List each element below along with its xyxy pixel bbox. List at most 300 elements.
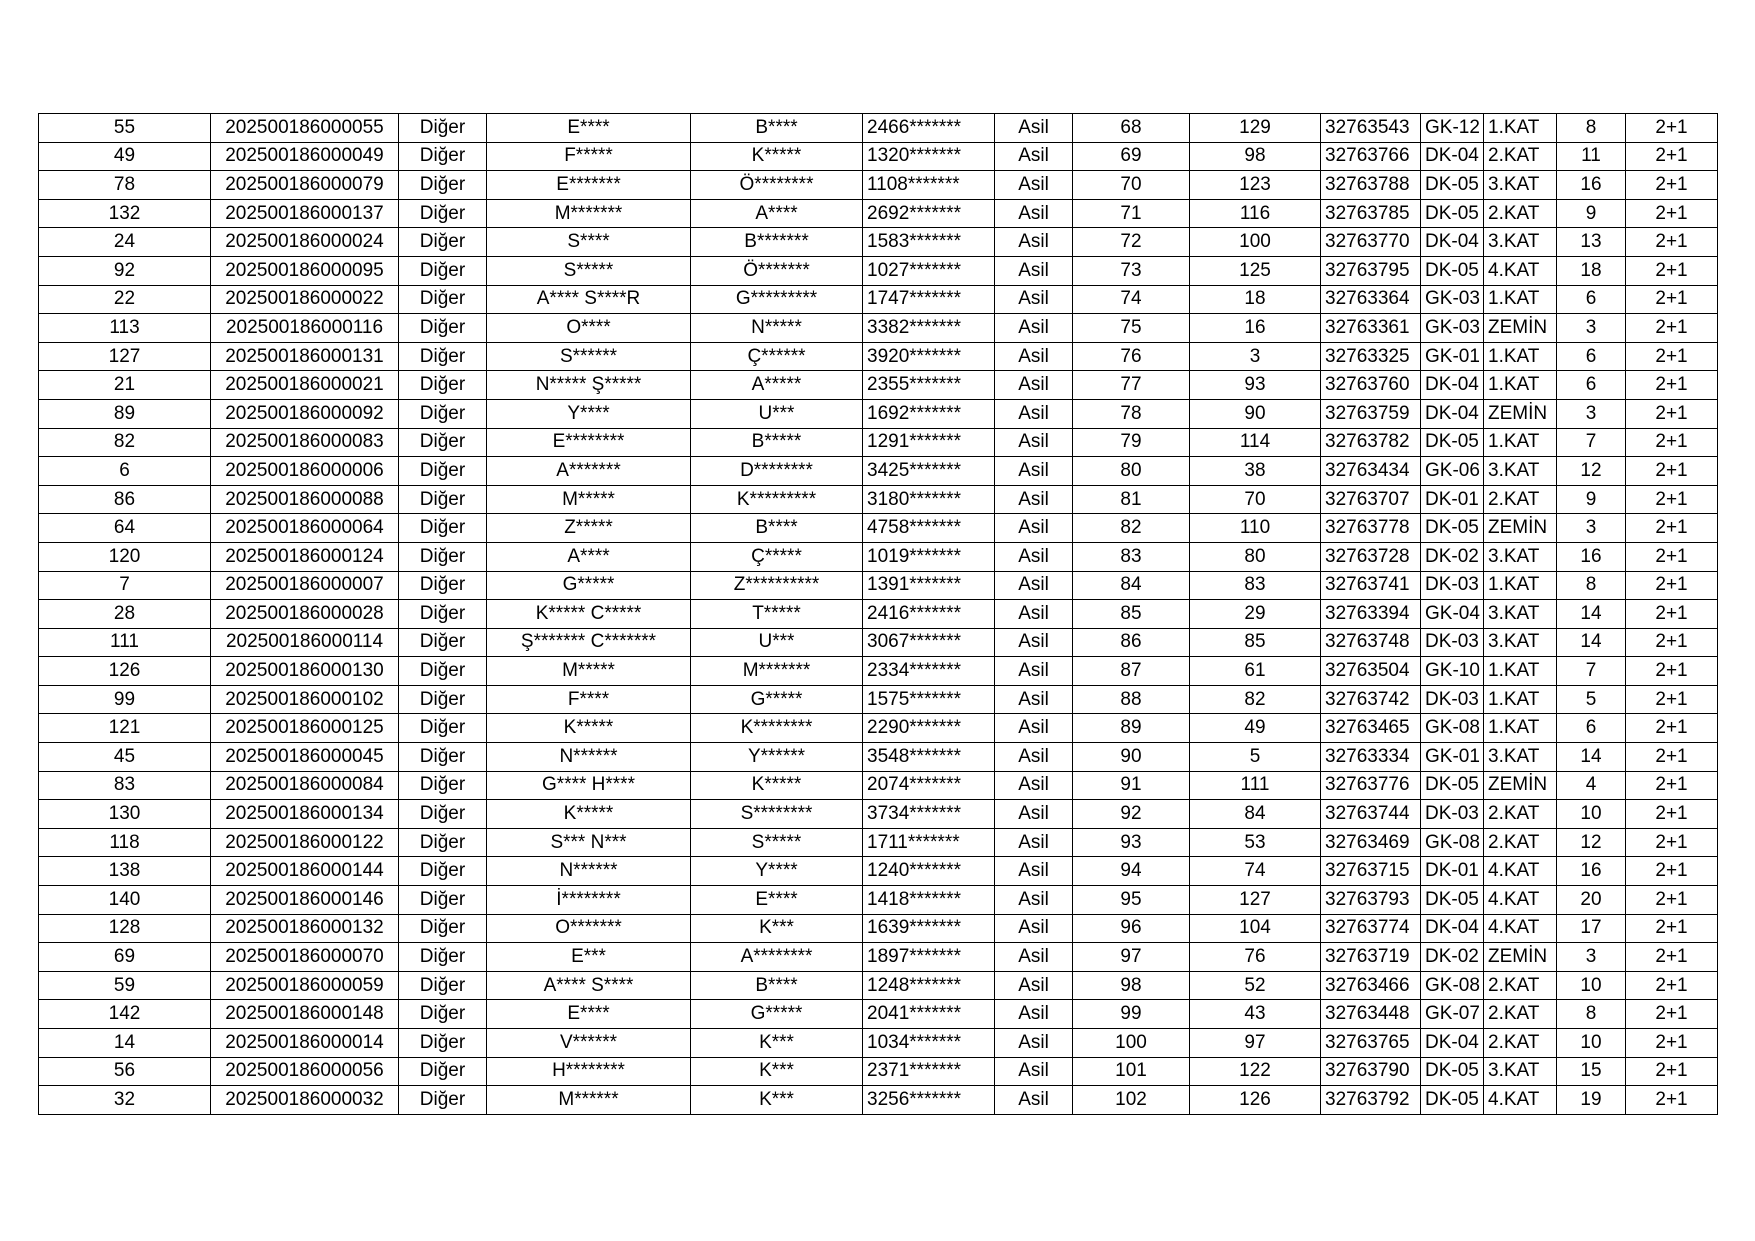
category-cell: Diğer (399, 342, 487, 371)
status-cell: Asil (995, 1029, 1073, 1058)
row-no-cell: 130 (39, 800, 211, 829)
last-name-cell: B***** (691, 428, 863, 457)
id-number-cell: 2416******* (863, 600, 995, 629)
status-cell: Asil (995, 1086, 1073, 1115)
row-no-cell: 78 (39, 171, 211, 200)
application-no-cell: 202500186000045 (211, 743, 399, 772)
door-no-cell: 3 (1557, 943, 1626, 972)
first-name-cell: F***** (487, 142, 691, 171)
row-no-cell: 142 (39, 1000, 211, 1029)
unit-no-cell: 52 (1190, 971, 1321, 1000)
block-cell: DK-03 (1421, 628, 1484, 657)
room-type-cell: 2+1 (1626, 886, 1718, 915)
unit-no-cell: 126 (1190, 1086, 1321, 1115)
category-cell: Diğer (399, 571, 487, 600)
status-cell: Asil (995, 142, 1073, 171)
table-row (39, 857, 1718, 886)
reference-no-cell: 32763465 (1321, 714, 1421, 743)
table-row (39, 657, 1718, 686)
rank-cell: 91 (1073, 771, 1190, 800)
unit-no-cell: 18 (1190, 285, 1321, 314)
reference-no-cell: 32763364 (1321, 285, 1421, 314)
floor-cell: 1.KAT (1484, 428, 1557, 457)
row-no-cell: 128 (39, 914, 211, 943)
reference-no-cell: 32763790 (1321, 1057, 1421, 1086)
last-name-cell: U*** (691, 399, 863, 428)
last-name-cell: D******** (691, 457, 863, 486)
table-row (39, 142, 1718, 171)
rank-cell: 69 (1073, 142, 1190, 171)
table-row (39, 399, 1718, 428)
category-cell: Diğer (399, 828, 487, 857)
reference-no-cell: 32763759 (1321, 399, 1421, 428)
table-row (39, 371, 1718, 400)
table-row (39, 1000, 1718, 1029)
row-no-cell: 22 (39, 285, 211, 314)
row-no-cell: 89 (39, 399, 211, 428)
category-cell: Diğer (399, 914, 487, 943)
category-cell: Diğer (399, 685, 487, 714)
reference-no-cell: 32763334 (1321, 743, 1421, 772)
status-cell: Asil (995, 399, 1073, 428)
rank-cell: 75 (1073, 314, 1190, 343)
row-no-cell: 21 (39, 371, 211, 400)
first-name-cell: S**** (487, 228, 691, 257)
table-row (39, 886, 1718, 915)
block-cell: GK-01 (1421, 743, 1484, 772)
status-cell: Asil (995, 514, 1073, 543)
block-cell: DK-01 (1421, 485, 1484, 514)
unit-no-cell: 122 (1190, 1057, 1321, 1086)
block-cell: GK-07 (1421, 1000, 1484, 1029)
room-type-cell: 2+1 (1626, 399, 1718, 428)
table-row (39, 971, 1718, 1000)
rank-cell: 101 (1073, 1057, 1190, 1086)
door-no-cell: 8 (1557, 1000, 1626, 1029)
status-cell: Asil (995, 971, 1073, 1000)
block-cell: DK-01 (1421, 857, 1484, 886)
unit-no-cell: 70 (1190, 485, 1321, 514)
last-name-cell: B**** (691, 514, 863, 543)
room-type-cell: 2+1 (1626, 457, 1718, 486)
first-name-cell: O**** (487, 314, 691, 343)
id-number-cell: 1291******* (863, 428, 995, 457)
application-no-cell: 202500186000083 (211, 428, 399, 457)
unit-no-cell: 76 (1190, 943, 1321, 972)
table-row (39, 1086, 1718, 1115)
door-no-cell: 17 (1557, 914, 1626, 943)
rank-cell: 77 (1073, 371, 1190, 400)
status-cell: Asil (995, 542, 1073, 571)
floor-cell: 3.KAT (1484, 600, 1557, 629)
unit-no-cell: 84 (1190, 800, 1321, 829)
door-no-cell: 19 (1557, 1086, 1626, 1115)
door-no-cell: 7 (1557, 428, 1626, 457)
category-cell: Diğer (399, 114, 487, 143)
block-cell: DK-04 (1421, 1029, 1484, 1058)
id-number-cell: 1711******* (863, 828, 995, 857)
application-no-cell: 202500186000131 (211, 342, 399, 371)
status-cell: Asil (995, 371, 1073, 400)
row-no-cell: 132 (39, 199, 211, 228)
reference-no-cell: 32763325 (1321, 342, 1421, 371)
block-cell: DK-05 (1421, 199, 1484, 228)
reference-no-cell: 32763744 (1321, 800, 1421, 829)
room-type-cell: 2+1 (1626, 199, 1718, 228)
door-no-cell: 3 (1557, 399, 1626, 428)
unit-no-cell: 82 (1190, 685, 1321, 714)
room-type-cell: 2+1 (1626, 285, 1718, 314)
door-no-cell: 3 (1557, 314, 1626, 343)
reference-no-cell: 32763765 (1321, 1029, 1421, 1058)
room-type-cell: 2+1 (1626, 600, 1718, 629)
last-name-cell: Ö******* (691, 256, 863, 285)
reference-no-cell: 32763742 (1321, 685, 1421, 714)
table-row (39, 314, 1718, 343)
application-no-cell: 202500186000124 (211, 542, 399, 571)
room-type-cell: 2+1 (1626, 1086, 1718, 1115)
floor-cell: 1.KAT (1484, 571, 1557, 600)
floor-cell: 2.KAT (1484, 971, 1557, 1000)
door-no-cell: 11 (1557, 142, 1626, 171)
status-cell: Asil (995, 428, 1073, 457)
application-no-cell: 202500186000006 (211, 457, 399, 486)
row-no-cell: 118 (39, 828, 211, 857)
floor-cell: 1.KAT (1484, 714, 1557, 743)
id-number-cell: 1897******* (863, 943, 995, 972)
category-cell: Diğer (399, 399, 487, 428)
application-no-cell: 202500186000092 (211, 399, 399, 428)
rank-cell: 80 (1073, 457, 1190, 486)
unit-no-cell: 85 (1190, 628, 1321, 657)
table-row (39, 628, 1718, 657)
first-name-cell: K***** (487, 714, 691, 743)
floor-cell: ZEMİN (1484, 314, 1557, 343)
unit-no-cell: 90 (1190, 399, 1321, 428)
door-no-cell: 6 (1557, 285, 1626, 314)
block-cell: GK-08 (1421, 971, 1484, 1000)
reference-no-cell: 32763728 (1321, 542, 1421, 571)
application-no-cell: 202500186000079 (211, 171, 399, 200)
id-number-cell: 3734******* (863, 800, 995, 829)
block-cell: DK-02 (1421, 542, 1484, 571)
floor-cell: 3.KAT (1484, 457, 1557, 486)
room-type-cell: 2+1 (1626, 628, 1718, 657)
last-name-cell: Ö******** (691, 171, 863, 200)
room-type-cell: 2+1 (1626, 943, 1718, 972)
application-no-cell: 202500186000021 (211, 371, 399, 400)
table-row (39, 600, 1718, 629)
block-cell: DK-04 (1421, 371, 1484, 400)
id-number-cell: 3548******* (863, 743, 995, 772)
row-no-cell: 64 (39, 514, 211, 543)
reference-no-cell: 32763741 (1321, 571, 1421, 600)
first-name-cell: E**** (487, 1000, 691, 1029)
status-cell: Asil (995, 771, 1073, 800)
reference-no-cell: 32763766 (1321, 142, 1421, 171)
reference-no-cell: 32763785 (1321, 199, 1421, 228)
first-name-cell: G**** H**** (487, 771, 691, 800)
last-name-cell: Y**** (691, 857, 863, 886)
application-no-cell: 202500186000028 (211, 600, 399, 629)
table-row (39, 800, 1718, 829)
block-cell: GK-01 (1421, 342, 1484, 371)
category-cell: Diğer (399, 428, 487, 457)
door-no-cell: 14 (1557, 628, 1626, 657)
application-no-cell: 202500186000137 (211, 199, 399, 228)
floor-cell: 1.KAT (1484, 114, 1557, 143)
row-no-cell: 7 (39, 571, 211, 600)
category-cell: Diğer (399, 600, 487, 629)
floor-cell: 3.KAT (1484, 743, 1557, 772)
block-cell: DK-05 (1421, 1057, 1484, 1086)
block-cell: DK-03 (1421, 800, 1484, 829)
status-cell: Asil (995, 571, 1073, 600)
id-number-cell: 1692******* (863, 399, 995, 428)
unit-no-cell: 100 (1190, 228, 1321, 257)
last-name-cell: E**** (691, 886, 863, 915)
rank-cell: 85 (1073, 600, 1190, 629)
floor-cell: 2.KAT (1484, 800, 1557, 829)
floor-cell: 2.KAT (1484, 199, 1557, 228)
unit-no-cell: 129 (1190, 114, 1321, 143)
status-cell: Asil (995, 914, 1073, 943)
status-cell: Asil (995, 256, 1073, 285)
table-row (39, 714, 1718, 743)
row-no-cell: 140 (39, 886, 211, 915)
application-no-cell: 202500186000049 (211, 142, 399, 171)
application-no-cell: 202500186000122 (211, 828, 399, 857)
floor-cell: 4.KAT (1484, 857, 1557, 886)
unit-no-cell: 61 (1190, 657, 1321, 686)
last-name-cell: K*** (691, 1057, 863, 1086)
floor-cell: 3.KAT (1484, 1057, 1557, 1086)
room-type-cell: 2+1 (1626, 685, 1718, 714)
status-cell: Asil (995, 285, 1073, 314)
results-table-body (39, 114, 1718, 1115)
application-no-cell: 202500186000056 (211, 1057, 399, 1086)
door-no-cell: 12 (1557, 828, 1626, 857)
id-number-cell: 1248******* (863, 971, 995, 1000)
id-number-cell: 3180******* (863, 485, 995, 514)
block-cell: DK-04 (1421, 142, 1484, 171)
last-name-cell: K*** (691, 1029, 863, 1058)
application-no-cell: 202500186000114 (211, 628, 399, 657)
unit-no-cell: 80 (1190, 542, 1321, 571)
room-type-cell: 2+1 (1626, 800, 1718, 829)
table-row (39, 914, 1718, 943)
floor-cell: 4.KAT (1484, 1086, 1557, 1115)
id-number-cell: 2466******* (863, 114, 995, 143)
last-name-cell: K***** (691, 142, 863, 171)
id-number-cell: 2334******* (863, 657, 995, 686)
table-row (39, 542, 1718, 571)
room-type-cell: 2+1 (1626, 342, 1718, 371)
id-number-cell: 2041******* (863, 1000, 995, 1029)
first-name-cell: S*** N*** (487, 828, 691, 857)
last-name-cell: N***** (691, 314, 863, 343)
room-type-cell: 2+1 (1626, 743, 1718, 772)
application-no-cell: 202500186000148 (211, 1000, 399, 1029)
application-no-cell: 202500186000055 (211, 114, 399, 143)
id-number-cell: 3920******* (863, 342, 995, 371)
row-no-cell: 138 (39, 857, 211, 886)
id-number-cell: 2692******* (863, 199, 995, 228)
id-number-cell: 2355******* (863, 371, 995, 400)
unit-no-cell: 125 (1190, 256, 1321, 285)
status-cell: Asil (995, 657, 1073, 686)
table-row (39, 285, 1718, 314)
first-name-cell: S***** (487, 256, 691, 285)
floor-cell: 2.KAT (1484, 142, 1557, 171)
table-row (39, 256, 1718, 285)
first-name-cell: N***** Ş***** (487, 371, 691, 400)
first-name-cell: M***** (487, 657, 691, 686)
rank-cell: 72 (1073, 228, 1190, 257)
table-row (39, 771, 1718, 800)
reference-no-cell: 32763748 (1321, 628, 1421, 657)
last-name-cell: K******** (691, 714, 863, 743)
room-type-cell: 2+1 (1626, 514, 1718, 543)
last-name-cell: Ç***** (691, 542, 863, 571)
reference-no-cell: 32763778 (1321, 514, 1421, 543)
category-cell: Diğer (399, 1057, 487, 1086)
room-type-cell: 2+1 (1626, 371, 1718, 400)
unit-no-cell: 83 (1190, 571, 1321, 600)
block-cell: GK-06 (1421, 457, 1484, 486)
row-no-cell: 120 (39, 542, 211, 571)
table-row (39, 1029, 1718, 1058)
first-name-cell: Y**** (487, 399, 691, 428)
unit-no-cell: 29 (1190, 600, 1321, 629)
block-cell: DK-05 (1421, 886, 1484, 915)
unit-no-cell: 43 (1190, 1000, 1321, 1029)
last-name-cell: K*** (691, 1086, 863, 1115)
unit-no-cell: 123 (1190, 171, 1321, 200)
block-cell: DK-04 (1421, 228, 1484, 257)
first-name-cell: İ******** (487, 886, 691, 915)
door-no-cell: 18 (1557, 256, 1626, 285)
room-type-cell: 2+1 (1626, 1057, 1718, 1086)
last-name-cell: A***** (691, 371, 863, 400)
door-no-cell: 10 (1557, 800, 1626, 829)
table-row (39, 685, 1718, 714)
floor-cell: 2.KAT (1484, 485, 1557, 514)
status-cell: Asil (995, 1000, 1073, 1029)
row-no-cell: 49 (39, 142, 211, 171)
block-cell: DK-05 (1421, 771, 1484, 800)
rank-cell: 78 (1073, 399, 1190, 428)
floor-cell: 3.KAT (1484, 628, 1557, 657)
unit-no-cell: 127 (1190, 886, 1321, 915)
id-number-cell: 1418******* (863, 886, 995, 915)
status-cell: Asil (995, 114, 1073, 143)
rank-cell: 88 (1073, 685, 1190, 714)
last-name-cell: Y****** (691, 743, 863, 772)
reference-no-cell: 32763719 (1321, 943, 1421, 972)
block-cell: GK-10 (1421, 657, 1484, 686)
category-cell: Diğer (399, 943, 487, 972)
first-name-cell: H******** (487, 1057, 691, 1086)
room-type-cell: 2+1 (1626, 314, 1718, 343)
category-cell: Diğer (399, 457, 487, 486)
category-cell: Diğer (399, 886, 487, 915)
row-no-cell: 92 (39, 256, 211, 285)
id-number-cell: 2371******* (863, 1057, 995, 1086)
row-no-cell: 111 (39, 628, 211, 657)
last-name-cell: Z********** (691, 571, 863, 600)
application-no-cell: 202500186000007 (211, 571, 399, 600)
category-cell: Diğer (399, 657, 487, 686)
floor-cell: ZEMİN (1484, 943, 1557, 972)
row-no-cell: 82 (39, 428, 211, 457)
door-no-cell: 4 (1557, 771, 1626, 800)
door-no-cell: 9 (1557, 199, 1626, 228)
block-cell: DK-03 (1421, 685, 1484, 714)
floor-cell: ZEMİN (1484, 514, 1557, 543)
reference-no-cell: 32763394 (1321, 600, 1421, 629)
unit-no-cell: 114 (1190, 428, 1321, 457)
rank-cell: 98 (1073, 971, 1190, 1000)
floor-cell: 3.KAT (1484, 542, 1557, 571)
row-no-cell: 32 (39, 1086, 211, 1115)
unit-no-cell: 74 (1190, 857, 1321, 886)
first-name-cell: G***** (487, 571, 691, 600)
category-cell: Diğer (399, 142, 487, 171)
rank-cell: 74 (1073, 285, 1190, 314)
table-row (39, 1057, 1718, 1086)
last-name-cell: K********* (691, 485, 863, 514)
last-name-cell: A**** (691, 199, 863, 228)
door-no-cell: 5 (1557, 685, 1626, 714)
room-type-cell: 2+1 (1626, 714, 1718, 743)
last-name-cell: G***** (691, 685, 863, 714)
door-no-cell: 10 (1557, 971, 1626, 1000)
application-no-cell: 202500186000116 (211, 314, 399, 343)
category-cell: Diğer (399, 171, 487, 200)
rank-cell: 89 (1073, 714, 1190, 743)
rank-cell: 99 (1073, 1000, 1190, 1029)
rank-cell: 95 (1073, 886, 1190, 915)
reference-no-cell: 32763782 (1321, 428, 1421, 457)
room-type-cell: 2+1 (1626, 657, 1718, 686)
status-cell: Asil (995, 828, 1073, 857)
floor-cell: 1.KAT (1484, 285, 1557, 314)
id-number-cell: 1027******* (863, 256, 995, 285)
application-no-cell: 202500186000084 (211, 771, 399, 800)
application-no-cell: 202500186000134 (211, 800, 399, 829)
door-no-cell: 13 (1557, 228, 1626, 257)
first-name-cell: M***** (487, 485, 691, 514)
rank-cell: 97 (1073, 943, 1190, 972)
id-number-cell: 1108******* (863, 171, 995, 200)
last-name-cell: B**** (691, 114, 863, 143)
rank-cell: 71 (1073, 199, 1190, 228)
last-name-cell: S***** (691, 828, 863, 857)
first-name-cell: K***** (487, 800, 691, 829)
room-type-cell: 2+1 (1626, 1000, 1718, 1029)
row-no-cell: 99 (39, 685, 211, 714)
floor-cell: 2.KAT (1484, 1029, 1557, 1058)
room-type-cell: 2+1 (1626, 542, 1718, 571)
status-cell: Asil (995, 943, 1073, 972)
category-cell: Diğer (399, 1086, 487, 1115)
unit-no-cell: 104 (1190, 914, 1321, 943)
first-name-cell: S****** (487, 342, 691, 371)
table-row (39, 571, 1718, 600)
status-cell: Asil (995, 171, 1073, 200)
status-cell: Asil (995, 199, 1073, 228)
